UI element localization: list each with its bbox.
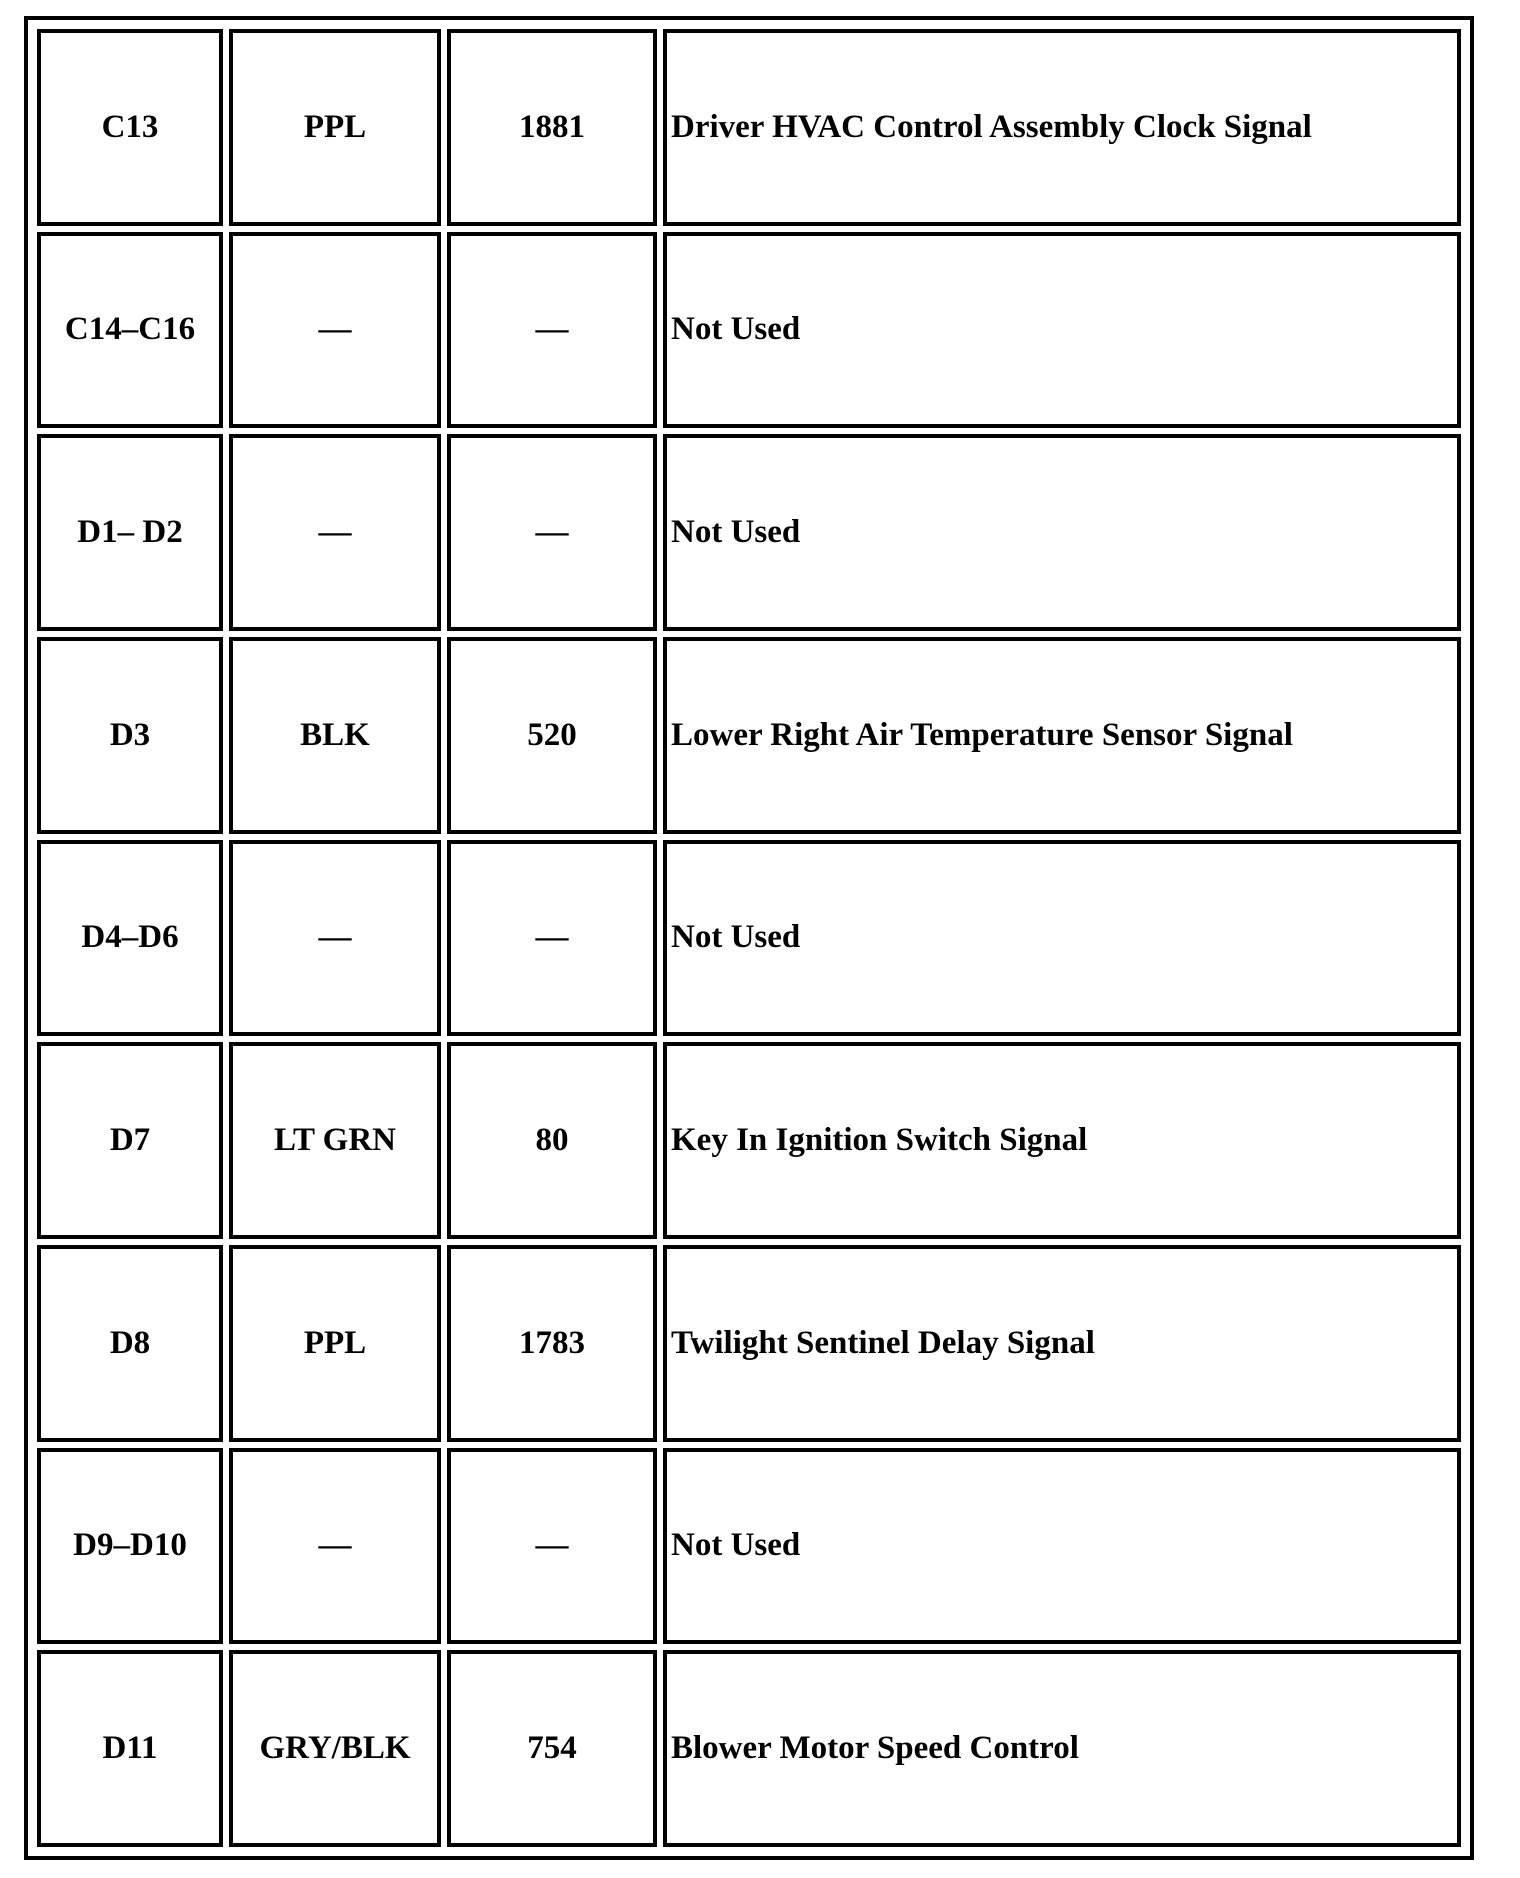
pin-cell: D7 bbox=[37, 1042, 223, 1239]
function-cell: Not Used bbox=[663, 840, 1461, 1037]
connector-pinout-table bbox=[24, 16, 1474, 1860]
table-row bbox=[37, 1042, 1461, 1239]
wire-color-cell: GRY/BLK bbox=[229, 1650, 441, 1847]
wire-color-cell: — bbox=[229, 232, 441, 429]
function-cell: Key In Ignition Switch Signal bbox=[663, 1042, 1461, 1239]
wire-color-cell: — bbox=[229, 840, 441, 1037]
wire-color-cell: LT GRN bbox=[229, 1042, 441, 1239]
circuit-number-cell: 1783 bbox=[447, 1245, 657, 1442]
wire-color-cell: PPL bbox=[229, 29, 441, 226]
pinout-table bbox=[31, 23, 1467, 1853]
pin-cell: D3 bbox=[37, 637, 223, 834]
wire-color-cell: — bbox=[229, 1448, 441, 1645]
circuit-number-cell: — bbox=[447, 434, 657, 631]
pin-cell: D1– D2 bbox=[37, 434, 223, 631]
function-cell: Twilight Sentinel Delay Signal bbox=[663, 1245, 1461, 1442]
function-cell: Not Used bbox=[663, 1448, 1461, 1645]
pin-cell: D4–D6 bbox=[37, 840, 223, 1037]
pin-cell: C13 bbox=[37, 29, 223, 226]
table-row bbox=[37, 29, 1461, 226]
table-row bbox=[37, 1245, 1461, 1442]
table-row bbox=[37, 1650, 1461, 1847]
pin-cell: D9–D10 bbox=[37, 1448, 223, 1645]
pin-cell: D11 bbox=[37, 1650, 223, 1847]
pin-cell: C14–C16 bbox=[37, 232, 223, 429]
wire-color-cell: BLK bbox=[229, 637, 441, 834]
circuit-number-cell: 1881 bbox=[447, 29, 657, 226]
circuit-number-cell: 754 bbox=[447, 1650, 657, 1847]
circuit-number-cell: — bbox=[447, 232, 657, 429]
function-cell: Blower Motor Speed Control bbox=[663, 1650, 1461, 1847]
circuit-number-cell: — bbox=[447, 840, 657, 1037]
circuit-number-cell: 80 bbox=[447, 1042, 657, 1239]
table-row bbox=[37, 232, 1461, 429]
wire-color-cell: PPL bbox=[229, 1245, 441, 1442]
circuit-number-cell: — bbox=[447, 1448, 657, 1645]
pin-cell: D8 bbox=[37, 1245, 223, 1442]
function-cell: Driver HVAC Control Assembly Clock Signal bbox=[663, 29, 1461, 226]
table-row bbox=[37, 434, 1461, 631]
function-cell: Not Used bbox=[663, 232, 1461, 429]
table-row bbox=[37, 1448, 1461, 1645]
function-cell: Not Used bbox=[663, 434, 1461, 631]
table-row bbox=[37, 840, 1461, 1037]
wire-color-cell: — bbox=[229, 434, 441, 631]
table-row bbox=[37, 637, 1461, 834]
circuit-number-cell: 520 bbox=[447, 637, 657, 834]
function-cell: Lower Right Air Temperature Sensor Signal bbox=[663, 637, 1461, 834]
